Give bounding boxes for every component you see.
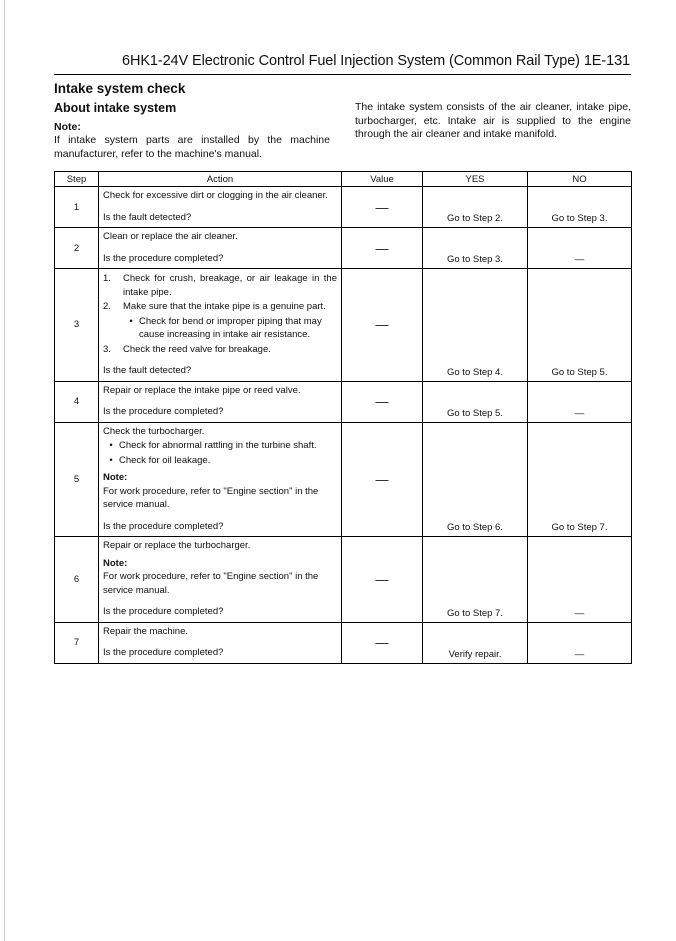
note-text: For work procedure, refer to "Engine section" in the service manual. xyxy=(103,485,319,510)
item-number: 2. xyxy=(103,301,111,312)
action-cell xyxy=(99,228,342,269)
header-no: NO xyxy=(528,172,632,187)
value-cell: — xyxy=(342,269,423,382)
value-cell: — xyxy=(342,537,423,623)
value-cell: — xyxy=(342,381,423,422)
bullet-text: Check for bend or improper piping that may cause increasing in intake air resistance. xyxy=(139,315,322,340)
step-number: 5 xyxy=(55,422,99,537)
yes-cell: Go to Step 4. xyxy=(423,269,528,382)
no-cell: — xyxy=(528,381,632,422)
note-label: Note: xyxy=(103,557,128,569)
table-row xyxy=(55,537,632,623)
note-text: If intake system parts are installed by the machine manufacturer, refer to the machine's manual. xyxy=(54,134,330,160)
table-row xyxy=(55,622,632,663)
no-cell: Go to Step 3. xyxy=(528,187,632,228)
header-rule xyxy=(54,74,631,75)
subsection-title: About intake system xyxy=(54,101,177,115)
table-header-row xyxy=(55,172,632,187)
action-cell xyxy=(99,187,342,228)
no-cell: — xyxy=(528,537,632,623)
item-number: 1. xyxy=(103,273,111,284)
action-text: Repair or replace the turbocharger. xyxy=(103,540,251,551)
header-action: Action xyxy=(99,172,342,187)
page-edge xyxy=(4,0,5,941)
no-cell: — xyxy=(528,228,632,269)
action-question: Is the procedure completed? xyxy=(103,406,224,417)
step-number: 6 xyxy=(55,537,99,623)
header-value: Value xyxy=(342,172,423,187)
action-text: Clean or replace the air cleaner. xyxy=(103,231,238,242)
table-row xyxy=(55,381,632,422)
section-title: Intake system check xyxy=(54,81,186,96)
bullet-icon: • xyxy=(109,440,113,451)
table-row xyxy=(55,228,632,269)
action-cell xyxy=(99,622,342,663)
bullet-text: Check for oil leakage. xyxy=(119,454,211,466)
item-text: Check the reed valve for breakage. xyxy=(123,343,271,355)
action-question: Is the procedure completed? xyxy=(103,252,224,264)
step-number: 1 xyxy=(55,187,99,228)
header-yes: YES xyxy=(423,172,528,187)
bullet-item xyxy=(103,439,337,453)
yes-cell: Go to Step 6. xyxy=(423,422,528,537)
item-number: 3. xyxy=(103,343,111,355)
action-question: Is the procedure completed? xyxy=(103,606,224,617)
table-row xyxy=(55,187,632,228)
step-number: 7 xyxy=(55,622,99,663)
bullet-text: Check for abnormal rattling in the turbine shaft. xyxy=(119,440,317,451)
action-question: Is the fault detected? xyxy=(103,365,192,376)
action-cell xyxy=(99,381,342,422)
yes-cell: Go to Step 7. xyxy=(423,537,528,623)
value-cell: — xyxy=(342,228,423,269)
no-cell: — xyxy=(528,622,632,663)
no-cell: Go to Step 7. xyxy=(528,422,632,537)
yes-cell: Go to Step 3. xyxy=(423,228,528,269)
numbered-item xyxy=(103,300,337,314)
yes-cell: Verify repair. xyxy=(423,622,528,663)
action-text: Check the turbocharger. xyxy=(103,425,205,437)
bullet-item xyxy=(103,454,337,468)
intro-text: The intake system consists of the air cleaner, intake pipe, turbocharger, etc. Intake air is supplied to the engine through the air cleaner and intake manifold. xyxy=(355,101,631,140)
note-label: Note: xyxy=(103,472,128,483)
value-cell: — xyxy=(342,187,423,228)
action-text: Check for excessive dirt or clogging in the air cleaner. xyxy=(103,190,328,201)
value-cell: — xyxy=(342,422,423,537)
value-cell: — xyxy=(342,622,423,663)
note-label: Note: xyxy=(54,121,81,133)
table-row xyxy=(55,422,632,537)
yes-cell: Go to Step 2. xyxy=(423,187,528,228)
header-step: Step xyxy=(55,172,99,187)
item-text: Make sure that the intake pipe is a genuine part. xyxy=(123,301,326,312)
bullet-icon: • xyxy=(109,454,113,466)
no-cell: Go to Step 5. xyxy=(528,269,632,382)
yes-cell: Go to Step 5. xyxy=(423,381,528,422)
bullet-item xyxy=(103,315,337,342)
page-header: 6HK1-24V Electronic Control Fuel Injection System (Common Rail Type) 1E-131 xyxy=(121,53,630,69)
action-question: Is the fault detected? xyxy=(103,211,192,223)
action-cell xyxy=(99,269,342,382)
step-number: 3 xyxy=(55,269,99,382)
table-row xyxy=(55,269,632,382)
step-number: 2 xyxy=(55,228,99,269)
numbered-item xyxy=(103,272,337,299)
action-cell xyxy=(99,422,342,537)
note-text: For work procedure, refer to "Engine section" in the service manual. xyxy=(103,571,319,596)
bullet-icon: • xyxy=(129,315,133,327)
item-text: Check for crush, breakage, or air leakage in the intake pipe. xyxy=(123,273,337,298)
action-question: Is the procedure completed? xyxy=(103,647,224,658)
diagnostic-table xyxy=(54,171,632,664)
action-question: Is the procedure completed? xyxy=(103,520,224,532)
action-text: Repair the machine. xyxy=(103,625,189,637)
action-cell xyxy=(99,537,342,623)
numbered-item xyxy=(103,343,337,357)
action-text: Repair or replace the intake pipe or reed valve. xyxy=(103,384,301,396)
step-number: 4 xyxy=(55,381,99,422)
